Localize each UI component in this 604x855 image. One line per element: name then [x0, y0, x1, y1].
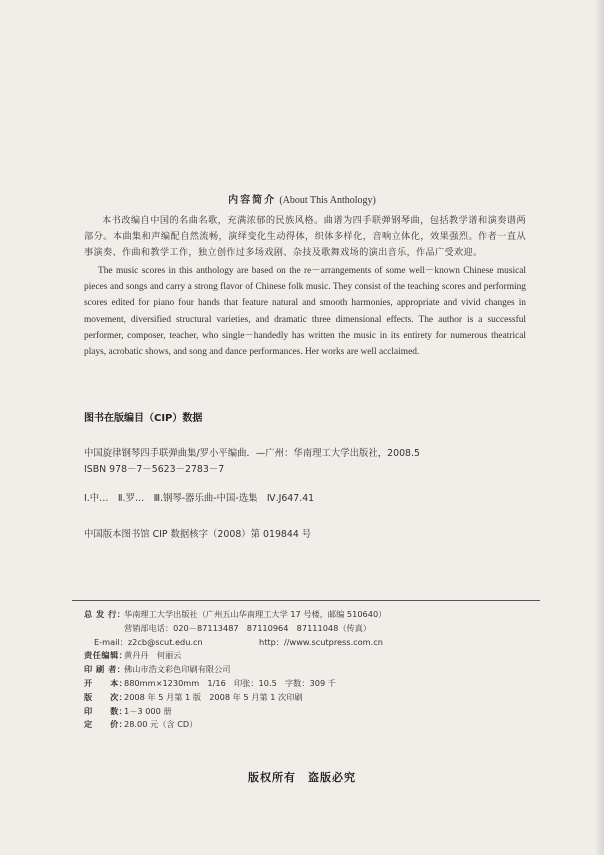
cip-number: 中国版本图书馆 CIP 数据核字（2008）第 019844 号 — [84, 529, 312, 540]
price-value: 28.00 元（含 CD） — [124, 719, 198, 730]
printer-label: 印 刷 者： — [84, 664, 126, 675]
distributor-label: 总 发 行： — [84, 609, 126, 619]
about-title — [0, 191, 604, 206]
about-title-zh: 内容简介 — [228, 195, 277, 206]
cip-book-line: 中国旋律钢琴四手联弹曲集/罗小平编曲．—广州：华南理工大学出版社，2008.5 — [84, 448, 420, 459]
cip-isbn: ISBN 978－7－5623－2783－7 — [84, 464, 225, 475]
pub-row-edition — [84, 691, 540, 705]
intro-english-paragraph: The music scores in this anthology are based on the re－arrangements of some well－known Chinese musical pieces and songs and carry a strong flavor of Chinese folk music. They consist of the teaching scores and performing scores edited for piano four hands that feature natural and smooth harmonies, appropriate and vivid changes in movement, diversified structural varieties, and dramatic three dimensional effects. The author is a successful performer, composer, teacher, who single－handedly has written the music in its entirety for numerous theatrical plays, acrobatic shows, and song and dance performances. Her works are well acclaimed. — [84, 266, 526, 358]
printer-value: 佛山市浩文彩色印刷有限公司 — [124, 664, 231, 675]
website-value: http：//www.scutpress.com.cn — [259, 636, 383, 647]
edition-label: 版 次： — [84, 691, 128, 702]
editor-label: 责任编辑： — [84, 650, 128, 661]
email-value: E-mail：z2cb@scut.edu.cn — [94, 636, 203, 647]
intro-chinese-paragraph: 本书改编自中国的名曲名歌，充满浓郁的民族风格。曲谱为四手联弹钢琴曲，包括教学谱和演奏谱两部分。本曲集和声编配自然流畅，演绎变化生动得体，织体多样化，音响立体化，效果强烈。作者一直从事演奏、作曲和教学工作，独立创作过多场戏剧、杂技及歌舞戏场的演出音乐，作品广受欢迎。 — [84, 215, 526, 258]
pub-row-editor — [84, 649, 540, 663]
print-run-label: 印 数： — [84, 705, 128, 716]
pub-row-contact — [84, 636, 540, 650]
pub-row-price — [84, 718, 540, 732]
about-title-en: (About This Anthology) — [279, 195, 376, 206]
distributor-value: 华南理工大学出版社（广州五山华南理工大学 17 号楼，邮编 510640） — [124, 609, 387, 619]
pub-row-printer — [84, 663, 540, 677]
divider-rule — [72, 600, 540, 601]
edition-value: 2008 年 5 月第 1 版 2008 年 5 月第 1 次印刷 — [124, 691, 303, 702]
pub-row-sales-phone — [84, 622, 540, 636]
pub-row-print-run — [84, 705, 540, 719]
copyright-notice: 版权所有 盗版必究 — [248, 771, 356, 784]
page-edge-shadow — [594, 0, 604, 855]
price-label: 定 价： — [84, 719, 128, 730]
print-run-value: 1－3 000 册 — [124, 705, 172, 716]
cip-heading: 图书在版编目（CIP）数据 — [84, 413, 203, 424]
format-value: 880mm×1230mm 1/16 印张：10.5 字数：309 千 — [124, 677, 336, 688]
pub-row-distributor — [84, 608, 540, 622]
publication-info — [84, 608, 540, 732]
editor-value: 黄丹丹 何丽云 — [124, 650, 182, 661]
pub-row-format — [84, 677, 540, 691]
cip-classification: Ⅰ.中… Ⅱ.罗… Ⅲ.钢琴-器乐曲-中国-选集 Ⅳ.J647.41 — [84, 493, 315, 504]
format-label: 开 本： — [84, 677, 128, 688]
sales-phone-value: 营销部电话：020－87113487 87110964 87111048（传真） — [124, 622, 372, 633]
